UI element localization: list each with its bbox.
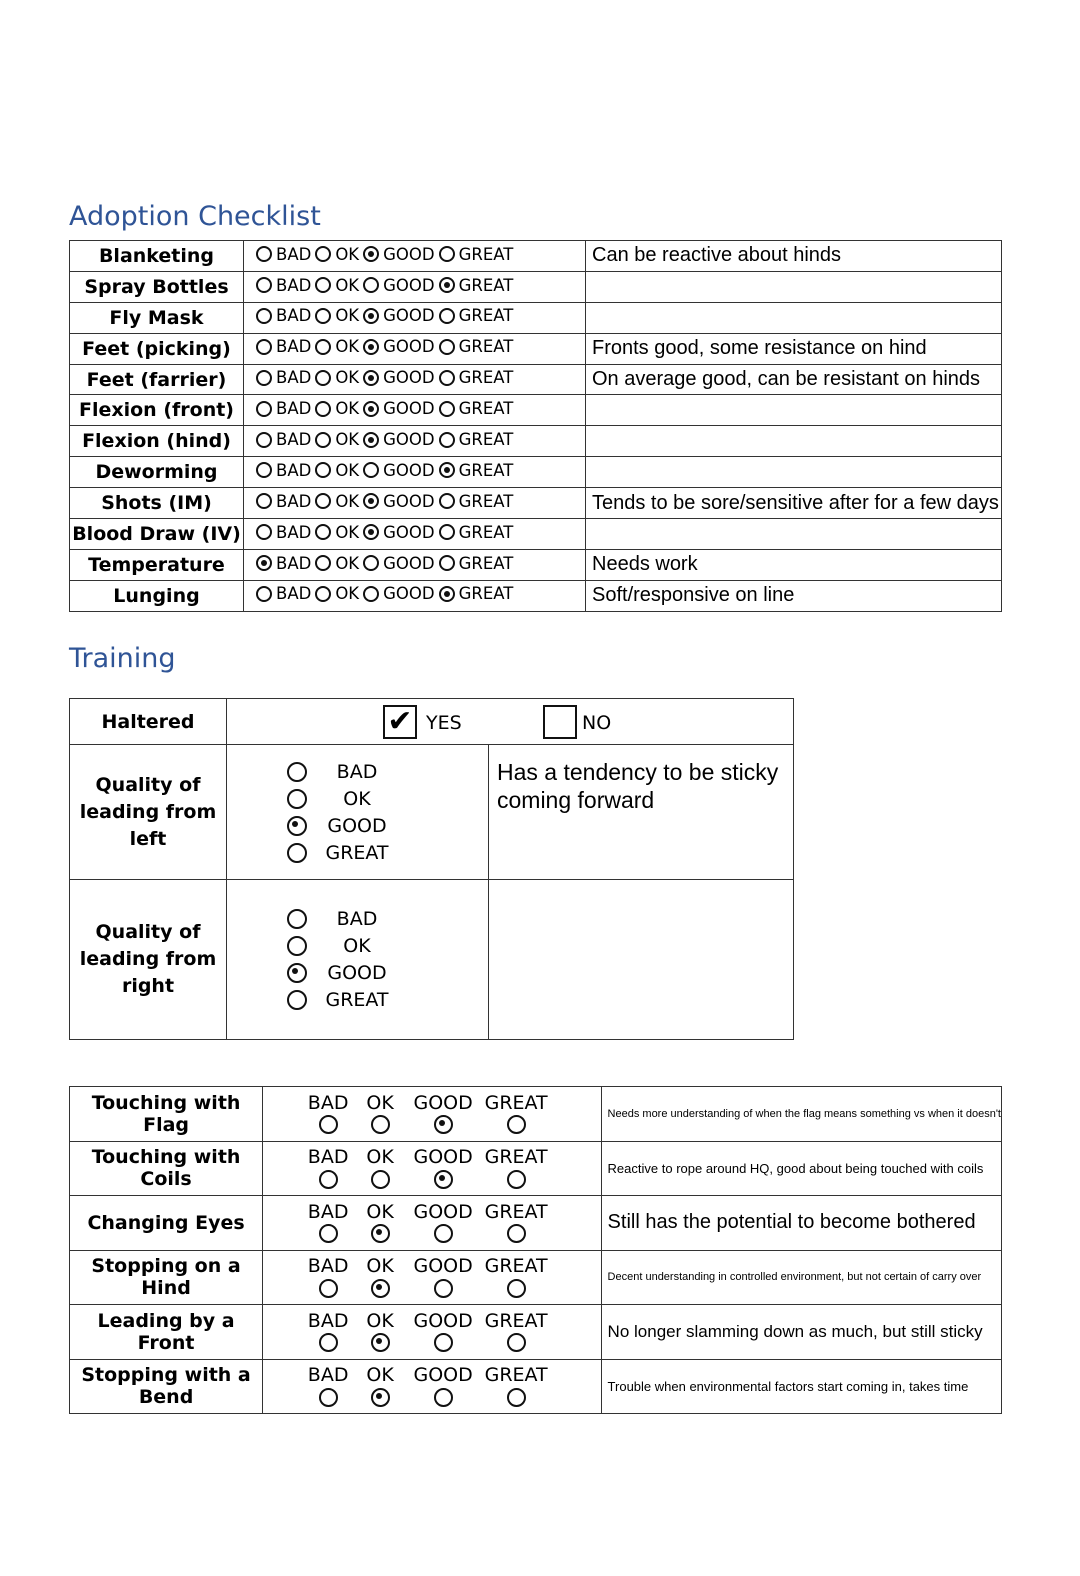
checklist-row	[70, 580, 1002, 611]
option-label: BAD	[276, 553, 312, 573]
radio-great[interactable]	[439, 246, 455, 262]
skill-row	[70, 1305, 1002, 1360]
skill-note[interactable]: Needs more understanding of when the flag means something vs when it doesn't	[601, 1087, 1001, 1142]
checklist-note[interactable]: Tends to be sore/sensitive after for a few days	[586, 488, 1002, 519]
option-label: GREAT	[325, 989, 389, 1011]
rating-options	[244, 395, 586, 426]
radio-ok[interactable]	[315, 246, 331, 262]
option-label: GREAT	[458, 244, 514, 264]
option-label: BAD	[307, 1309, 349, 1332]
radio-ok[interactable]	[315, 277, 331, 293]
option-label: BAD	[307, 1200, 349, 1223]
option-label: GOOD	[413, 1200, 473, 1223]
checklist-row-label: Temperature	[70, 549, 244, 580]
radio-bad[interactable]	[319, 1279, 338, 1298]
radio-great[interactable]	[507, 1333, 526, 1352]
option-label: BAD	[276, 522, 312, 542]
option-label: GOOD	[413, 1255, 473, 1278]
radio-bad[interactable]	[319, 1388, 338, 1407]
skill-label: Leading by a Front	[70, 1305, 263, 1360]
check-icon: ✔	[387, 703, 413, 739]
radio-bad[interactable]	[319, 1115, 338, 1134]
checklist-row	[70, 519, 1002, 550]
training-table	[69, 698, 794, 1040]
radio-bad[interactable]	[256, 401, 272, 417]
radio-ok[interactable]	[315, 555, 331, 571]
radio-ok[interactable]	[287, 936, 307, 956]
option-label: GOOD	[413, 1091, 473, 1114]
checklist-row-label: Fly Mask	[70, 302, 244, 333]
adoption-checklist-table	[69, 240, 1002, 612]
rating-options	[244, 333, 586, 364]
option-label: GREAT	[484, 1091, 548, 1114]
radio-great[interactable]	[439, 432, 455, 448]
radio-great[interactable]	[439, 493, 455, 509]
option-label: GREAT	[458, 368, 514, 388]
option-label: BAD	[276, 337, 312, 357]
option-label: GOOD	[383, 337, 435, 357]
radio-good[interactable]	[434, 1279, 453, 1298]
radio-great[interactable]	[439, 462, 455, 478]
checklist-note[interactable]	[586, 395, 1002, 426]
option-label: GOOD	[383, 553, 435, 573]
rating-options	[244, 519, 586, 550]
radio-great[interactable]	[287, 990, 307, 1010]
radio-great[interactable]	[439, 339, 455, 355]
option-label: OK	[335, 399, 360, 419]
rating-options	[244, 580, 586, 611]
radio-ok[interactable]	[315, 401, 331, 417]
radio-great[interactable]	[439, 401, 455, 417]
skill-options	[263, 1250, 601, 1305]
checklist-row-label: Shots (IM)	[70, 488, 244, 519]
checklist-row-label: Flexion (hind)	[70, 426, 244, 457]
radio-good[interactable]	[363, 277, 379, 293]
checklist-row	[70, 488, 1002, 519]
skill-note[interactable]: Reactive to rope around HQ, good about being touched with coils	[601, 1141, 1001, 1196]
checklist-row	[70, 241, 1002, 272]
radio-great[interactable]	[507, 1279, 526, 1298]
option-label: OK	[335, 244, 360, 264]
leading-note[interactable]	[489, 880, 794, 1040]
checklist-row	[70, 364, 1002, 395]
option-label: GOOD	[383, 491, 435, 511]
checklist-note[interactable]	[586, 302, 1002, 333]
option-label: OK	[335, 430, 360, 450]
option-label: GOOD	[327, 814, 387, 837]
checklist-row-label: Feet (farrier)	[70, 364, 244, 395]
option-label: GOOD	[413, 1309, 473, 1332]
radio-ok[interactable]	[371, 1224, 390, 1243]
radio-good[interactable]	[287, 816, 307, 836]
skill-note[interactable]: Decent understanding in controlled environment, but not certain of carry over	[601, 1250, 1001, 1305]
option-label: BAD	[276, 430, 312, 450]
radio-bad[interactable]	[256, 586, 272, 602]
rating-options	[244, 302, 586, 333]
radio-good[interactable]	[434, 1224, 453, 1243]
option-label: BAD	[307, 1255, 349, 1278]
option-label: BAD	[276, 584, 312, 604]
radio-great[interactable]	[439, 586, 455, 602]
option-label: OK	[366, 1200, 394, 1223]
option-label: GREAT	[484, 1146, 548, 1169]
option-label: GREAT	[458, 460, 514, 480]
skill-note[interactable]: Trouble when environmental factors start coming in, takes time	[601, 1359, 1001, 1414]
radio-ok[interactable]	[371, 1170, 390, 1189]
radio-ok[interactable]	[315, 432, 331, 448]
option-label: GREAT	[458, 337, 514, 357]
rating-options	[244, 426, 586, 457]
checklist-row	[70, 457, 1002, 488]
leading-note[interactable]: Has a tendency to be sticky coming forward	[489, 745, 794, 880]
option-label: BAD	[336, 760, 378, 783]
skill-row	[70, 1196, 1002, 1251]
radio-great[interactable]	[439, 370, 455, 386]
option-label: GREAT	[458, 430, 514, 450]
option-label: OK	[335, 522, 360, 542]
training-title: Training	[69, 643, 176, 674]
radio-great[interactable]	[507, 1170, 526, 1189]
checklist-note[interactable]	[586, 457, 1002, 488]
radio-bad[interactable]	[256, 370, 272, 386]
checklist-row-label: Blanketing	[70, 241, 244, 272]
checklist-note[interactable]: Can be reactive about hinds	[586, 241, 1002, 272]
skill-options	[263, 1305, 601, 1360]
radio-bad[interactable]	[319, 1224, 338, 1243]
radio-good[interactable]	[363, 555, 379, 571]
radio-good[interactable]	[287, 963, 307, 983]
option-label: GREAT	[458, 491, 514, 511]
option-label: OK	[335, 491, 360, 511]
checklist-row	[70, 426, 1002, 457]
checklist-note[interactable]: On average good, can be resistant on hinds	[586, 364, 1002, 395]
radio-bad[interactable]	[256, 339, 272, 355]
option-label: BAD	[276, 244, 312, 264]
option-label: GREAT	[484, 1309, 548, 1332]
option-label: GOOD	[383, 460, 435, 480]
option-label: OK	[366, 1255, 394, 1278]
radio-bad[interactable]	[256, 432, 272, 448]
rating-options	[244, 549, 586, 580]
radio-good[interactable]	[363, 246, 379, 262]
skill-options	[263, 1141, 601, 1196]
radio-good[interactable]	[363, 339, 379, 355]
radio-great[interactable]	[507, 1115, 526, 1134]
option-label: GOOD	[327, 962, 387, 984]
radio-ok[interactable]	[371, 1115, 390, 1134]
option-label: GREAT	[458, 553, 514, 573]
checklist-row	[70, 271, 1002, 302]
radio-good[interactable]	[434, 1333, 453, 1352]
radio-ok[interactable]	[315, 524, 331, 540]
skill-label: Touching with Coils	[70, 1141, 263, 1196]
radio-bad[interactable]	[256, 524, 272, 540]
option-label: BAD	[276, 399, 312, 419]
leading-row	[70, 880, 794, 1040]
radio-great[interactable]	[439, 308, 455, 324]
radio-bad[interactable]	[256, 246, 272, 262]
radio-good[interactable]	[363, 308, 379, 324]
option-label: BAD	[276, 368, 312, 388]
option-label: BAD	[307, 1364, 349, 1387]
haltered-no-checkbox[interactable]	[543, 705, 577, 739]
option-label: GOOD	[383, 275, 435, 295]
checklist-row	[70, 549, 1002, 580]
option-label: OK	[335, 306, 360, 326]
haltered-yes-checkbox[interactable]	[383, 705, 417, 739]
option-label: GOOD	[383, 430, 435, 450]
checklist-row	[70, 302, 1002, 333]
radio-great[interactable]	[507, 1388, 526, 1407]
skill-row	[70, 1359, 1002, 1414]
option-label: GREAT	[325, 841, 389, 864]
haltered-no-label: NO	[582, 711, 612, 734]
checklist-note[interactable]: Soft/responsive on line	[586, 580, 1002, 611]
checklist-row	[70, 395, 1002, 426]
leading-options	[227, 745, 489, 880]
radio-good[interactable]	[434, 1115, 453, 1134]
skills-table	[69, 1086, 1002, 1414]
option-label: OK	[343, 787, 371, 810]
checklist-note[interactable]	[586, 426, 1002, 457]
option-label: OK	[366, 1091, 394, 1114]
checklist-row-label: Lunging	[70, 580, 244, 611]
radio-bad[interactable]	[256, 555, 272, 571]
leading-options	[227, 880, 489, 1040]
checklist-note[interactable]: Fronts good, some resistance on hind	[586, 333, 1002, 364]
option-label: GOOD	[383, 306, 435, 326]
option-label: GREAT	[458, 275, 514, 295]
leading-label: Quality of leading from right	[70, 880, 227, 1040]
rating-options	[244, 364, 586, 395]
radio-good[interactable]	[434, 1388, 453, 1407]
checklist-row-label: Spray Bottles	[70, 271, 244, 302]
haltered-options	[227, 699, 794, 745]
radio-bad[interactable]	[287, 762, 307, 782]
skill-label: Changing Eyes	[70, 1196, 263, 1251]
option-label: OK	[335, 553, 360, 573]
checklist-row-label: Deworming	[70, 457, 244, 488]
option-label: BAD	[307, 1146, 349, 1169]
radio-ok[interactable]	[315, 493, 331, 509]
radio-great[interactable]	[507, 1224, 526, 1243]
option-label: OK	[335, 337, 360, 357]
option-label: GOOD	[413, 1364, 473, 1387]
option-label: BAD	[276, 460, 312, 480]
option-label: GOOD	[383, 522, 435, 542]
radio-ok[interactable]	[315, 586, 331, 602]
radio-ok[interactable]	[315, 308, 331, 324]
radio-ok[interactable]	[315, 370, 331, 386]
radio-ok[interactable]	[315, 462, 331, 478]
option-label: BAD	[307, 1091, 349, 1114]
radio-great[interactable]	[287, 843, 307, 863]
leading-row	[70, 745, 794, 880]
radio-good[interactable]	[363, 524, 379, 540]
option-label: OK	[366, 1309, 394, 1332]
option-label: GOOD	[383, 244, 435, 264]
option-label: GREAT	[458, 522, 514, 542]
skill-label: Stopping on a Hind	[70, 1250, 263, 1305]
option-label: GREAT	[458, 306, 514, 326]
option-label: BAD	[276, 275, 312, 295]
radio-good[interactable]	[363, 370, 379, 386]
radio-ok[interactable]	[315, 339, 331, 355]
option-label: OK	[366, 1364, 394, 1387]
option-label: GREAT	[484, 1255, 548, 1278]
skill-label: Stopping with a Bend	[70, 1359, 263, 1414]
rating-options	[244, 488, 586, 519]
checklist-row-label: Blood Draw (IV)	[70, 519, 244, 550]
option-label: OK	[335, 275, 360, 295]
option-label: GOOD	[383, 399, 435, 419]
radio-bad[interactable]	[319, 1170, 338, 1189]
radio-bad[interactable]	[256, 462, 272, 478]
skill-options	[263, 1359, 601, 1414]
radio-bad[interactable]	[256, 308, 272, 324]
radio-good[interactable]	[363, 462, 379, 478]
option-label: GOOD	[383, 368, 435, 388]
option-label: GREAT	[484, 1364, 548, 1387]
haltered-yes-label: YES	[426, 711, 462, 734]
checklist-title: Adoption Checklist	[69, 201, 321, 232]
skill-row	[70, 1141, 1002, 1196]
radio-great[interactable]	[439, 555, 455, 571]
option-label: OK	[335, 460, 360, 480]
radio-ok[interactable]	[287, 789, 307, 809]
option-label: GREAT	[458, 399, 514, 419]
option-label: OK	[335, 368, 360, 388]
radio-bad[interactable]	[256, 493, 272, 509]
radio-ok[interactable]	[371, 1388, 390, 1407]
checklist-row-label: Feet (picking)	[70, 333, 244, 364]
skill-note[interactable]: Still has the potential to become bothered	[601, 1196, 1001, 1251]
leading-label: Quality of leading from left	[70, 745, 227, 880]
option-label: GREAT	[484, 1200, 548, 1223]
checklist-row	[70, 333, 1002, 364]
skill-note[interactable]: No longer slamming down as much, but still sticky	[601, 1305, 1001, 1360]
option-label: GREAT	[458, 584, 514, 604]
option-label: OK	[335, 584, 360, 604]
radio-great[interactable]	[439, 524, 455, 540]
radio-bad[interactable]	[256, 277, 272, 293]
radio-good[interactable]	[434, 1170, 453, 1189]
option-label: BAD	[276, 491, 312, 511]
haltered-label: Haltered	[70, 699, 227, 745]
option-label: BAD	[336, 908, 378, 930]
radio-great[interactable]	[439, 277, 455, 293]
radio-good[interactable]	[363, 432, 379, 448]
checklist-note[interactable]	[586, 519, 1002, 550]
option-label: GOOD	[383, 584, 435, 604]
radio-good[interactable]	[363, 586, 379, 602]
checklist-note[interactable]	[586, 271, 1002, 302]
skill-row	[70, 1250, 1002, 1305]
rating-options	[244, 271, 586, 302]
radio-ok[interactable]	[371, 1333, 390, 1352]
radio-good[interactable]	[363, 493, 379, 509]
skill-options	[263, 1196, 601, 1251]
radio-ok[interactable]	[371, 1279, 390, 1298]
radio-good[interactable]	[363, 401, 379, 417]
option-label: GOOD	[413, 1146, 473, 1169]
skill-label: Touching with Flag	[70, 1087, 263, 1142]
checklist-row-label: Flexion (front)	[70, 395, 244, 426]
option-label: OK	[343, 935, 371, 957]
option-label: BAD	[276, 306, 312, 326]
skill-options	[263, 1087, 601, 1142]
rating-options	[244, 457, 586, 488]
radio-bad[interactable]	[287, 909, 307, 929]
checklist-note[interactable]: Needs work	[586, 549, 1002, 580]
skill-row	[70, 1087, 1002, 1142]
option-label: OK	[366, 1146, 394, 1169]
radio-bad[interactable]	[319, 1333, 338, 1352]
rating-options	[244, 241, 586, 272]
